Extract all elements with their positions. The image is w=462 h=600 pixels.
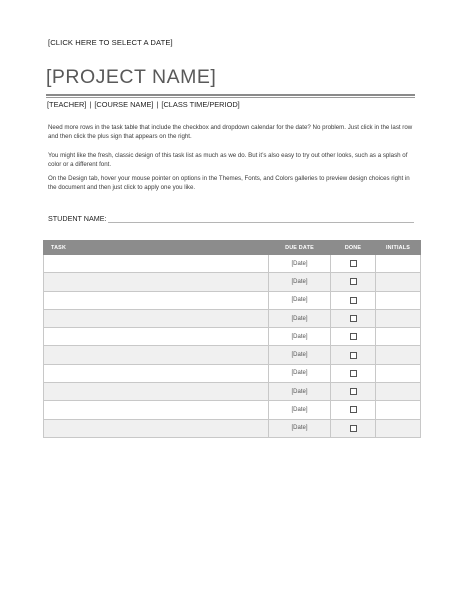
task-cell[interactable] [44, 328, 269, 346]
done-cell [331, 419, 376, 437]
initials-cell[interactable] [376, 309, 421, 327]
column-header-done: DONE [331, 241, 376, 255]
done-cell [331, 309, 376, 327]
due-date-cell[interactable]: [Date] [269, 291, 331, 309]
meta-separator: | [89, 100, 92, 109]
task-cell[interactable] [44, 401, 269, 419]
due-date-cell[interactable]: [Date] [269, 309, 331, 327]
done-cell [331, 401, 376, 419]
checkbox-empty-icon[interactable] [350, 260, 357, 267]
task-cell[interactable] [44, 273, 269, 291]
done-cell [331, 255, 376, 273]
done-cell [331, 273, 376, 291]
due-date-cell[interactable]: [Date] [269, 328, 331, 346]
done-cell [331, 291, 376, 309]
done-cell [331, 346, 376, 364]
task-cell[interactable] [44, 291, 269, 309]
done-cell [331, 364, 376, 382]
student-name-input[interactable] [108, 213, 414, 223]
task-table [43, 240, 421, 438]
teacher-field[interactable]: [TEACHER] [47, 100, 87, 109]
initials-cell[interactable] [376, 364, 421, 382]
initials-cell[interactable] [376, 328, 421, 346]
date-picker-placeholder[interactable]: [CLICK HERE TO SELECT A DATE] [48, 38, 173, 47]
table-row [44, 309, 421, 327]
due-date-cell[interactable]: [Date] [269, 401, 331, 419]
checkbox-empty-icon[interactable] [350, 333, 357, 340]
instruction-paragraph: Need more rows in the task table that include the checkbox and dropdown calendar for the date? No problem. Just click in the last row and then click the plus sign that appears on the right. [48, 124, 413, 140]
checkbox-empty-icon[interactable] [350, 388, 357, 395]
table-row [44, 419, 421, 437]
checkbox-empty-icon[interactable] [350, 315, 357, 322]
table-row [44, 383, 421, 401]
title-rule-thin [46, 97, 415, 98]
instruction-paragraph: On the Design tab, hover your mouse pointer on options in the Themes, Fonts, and Colors galleries to preview design choices right in the document and then just click to apply one you like. [48, 175, 410, 191]
checkbox-empty-icon[interactable] [350, 370, 357, 377]
table-header-row [44, 241, 421, 255]
table-row [44, 273, 421, 291]
table-row [44, 291, 421, 309]
initials-cell[interactable] [376, 291, 421, 309]
task-cell[interactable] [44, 364, 269, 382]
initials-cell[interactable] [376, 273, 421, 291]
task-cell[interactable] [44, 346, 269, 364]
table-row [44, 346, 421, 364]
course-meta-line [47, 100, 240, 109]
due-date-cell[interactable]: [Date] [269, 419, 331, 437]
checkbox-empty-icon[interactable] [350, 406, 357, 413]
project-title[interactable]: [PROJECT NAME] [46, 66, 217, 88]
initials-cell[interactable] [376, 255, 421, 273]
table-row [44, 328, 421, 346]
table-row [44, 364, 421, 382]
done-cell [331, 328, 376, 346]
due-date-cell[interactable]: [Date] [269, 364, 331, 382]
class-time-field[interactable]: [CLASS TIME/PERIOD] [161, 100, 240, 109]
student-name-label: STUDENT NAME: [48, 214, 107, 223]
title-rule-thick [46, 94, 415, 96]
instruction-paragraph: You might like the fresh, classic design of this task list as much as we do. But it’s also easy to try out other looks, such as a splash of color or a different font. [48, 152, 408, 168]
table-row [44, 401, 421, 419]
checkbox-empty-icon[interactable] [350, 425, 357, 432]
initials-cell[interactable] [376, 383, 421, 401]
column-header-task: TASK [44, 241, 269, 255]
due-date-cell[interactable]: [Date] [269, 273, 331, 291]
table-row [44, 255, 421, 273]
initials-cell[interactable] [376, 401, 421, 419]
checkbox-empty-icon[interactable] [350, 297, 357, 304]
column-header-initials: INITIALS [376, 241, 421, 255]
task-cell[interactable] [44, 255, 269, 273]
initials-cell[interactable] [376, 346, 421, 364]
done-cell [331, 383, 376, 401]
course-name-field[interactable]: [COURSE NAME] [94, 100, 154, 109]
column-header-due-date: DUE DATE [269, 241, 331, 255]
due-date-cell[interactable]: [Date] [269, 255, 331, 273]
task-cell[interactable] [44, 419, 269, 437]
task-cell[interactable] [44, 383, 269, 401]
task-cell[interactable] [44, 309, 269, 327]
checkbox-empty-icon[interactable] [350, 278, 357, 285]
meta-separator: | [156, 100, 159, 109]
checkbox-empty-icon[interactable] [350, 352, 357, 359]
initials-cell[interactable] [376, 419, 421, 437]
due-date-cell[interactable]: [Date] [269, 346, 331, 364]
due-date-cell[interactable]: [Date] [269, 383, 331, 401]
